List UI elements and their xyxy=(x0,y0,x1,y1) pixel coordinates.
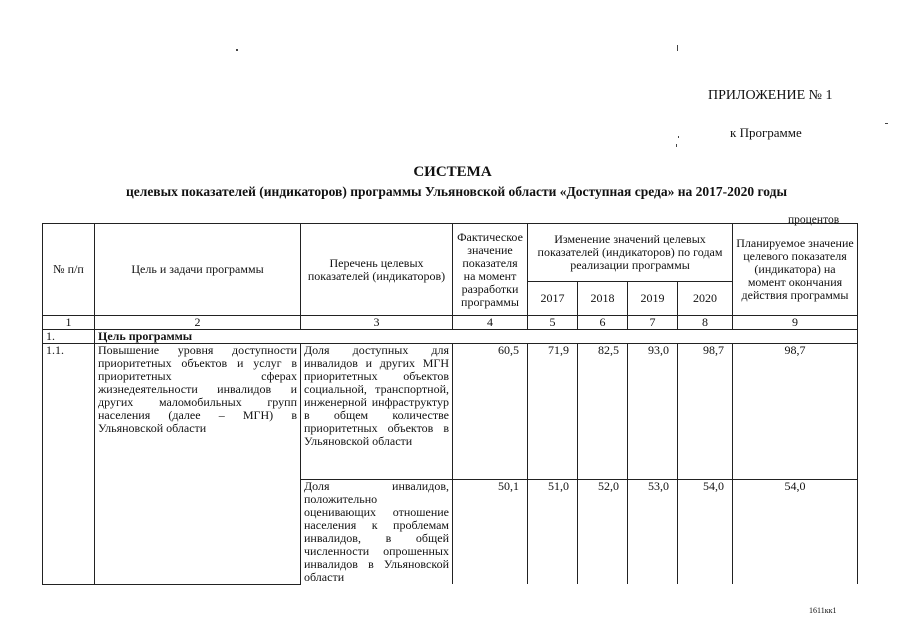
header-change: Изменение значений целевых показателей (индикаторов) по годам реализации программы xyxy=(528,224,733,282)
header-num: № п/п xyxy=(43,224,95,316)
header-year-2020: 2020 xyxy=(678,282,733,316)
indicator-2019: 53,0 xyxy=(628,480,678,585)
document-title: СИСТЕМА xyxy=(413,164,492,180)
indicator-2018: 82,5 xyxy=(578,344,628,480)
indicator-2020: 98,7 xyxy=(678,344,733,480)
indicator-actual: 60,5 xyxy=(453,344,528,480)
column-number: 1 xyxy=(43,316,95,330)
indicator-2020: 54,0 xyxy=(678,480,733,585)
to-program-label: к Программе xyxy=(730,125,802,140)
column-number: 2 xyxy=(95,316,301,330)
indicator-actual: 50,1 xyxy=(453,480,528,585)
indicator-2017: 51,0 xyxy=(528,480,578,585)
scan-speck xyxy=(676,144,677,147)
column-number: 3 xyxy=(301,316,453,330)
units-label: процентов xyxy=(788,214,840,226)
footer-code: 1611кк1 xyxy=(809,606,837,615)
header-year-2019: 2019 xyxy=(628,282,678,316)
indicator-planned: 98,7 xyxy=(733,344,858,480)
row-goal: Повышение уровня доступности приоритетных объектов и услуг в приоритетных сферах жизнедеятельности инвалидов и других маломобильных групп населения (далее – МГН) в Ульяновской области xyxy=(95,344,301,585)
indicator-planned: 54,0 xyxy=(733,480,858,585)
header-indicators: Перечень целевых показателей (индикаторов) xyxy=(301,224,453,316)
header-year-2017: 2017 xyxy=(528,282,578,316)
indicator-2019: 93,0 xyxy=(628,344,678,480)
table-row xyxy=(43,344,858,480)
scan-speck xyxy=(885,123,888,124)
column-number: 6 xyxy=(578,316,628,330)
scan-speck xyxy=(677,45,678,51)
column-number: 9 xyxy=(733,316,858,330)
indicator-text: Доля доступных для инвалидов и других МГН приоритетных объектов социальной, транспортной, инженерной инфраструктур в общем количестве приоритетных объектов в Ульяновской области xyxy=(301,344,453,480)
section-row xyxy=(43,330,858,344)
header-goal: Цель и задачи программы xyxy=(95,224,301,316)
appendix-label: ПРИЛОЖЕНИЕ № 1 xyxy=(708,88,833,103)
header-year-2018: 2018 xyxy=(578,282,628,316)
column-number: 7 xyxy=(628,316,678,330)
scan-speck xyxy=(236,49,238,51)
section-num: 1. xyxy=(43,330,95,344)
row-num: 1.1. xyxy=(43,344,95,585)
indicator-2017: 71,9 xyxy=(528,344,578,480)
document-subtitle: целевых показателей (индикаторов) программы Ульяновской области «Доступная среда» на 2017-2020 годы xyxy=(125,184,788,199)
column-number-row xyxy=(43,316,858,330)
header-actual: Фактическое значение показателя на момент разработки программы xyxy=(453,224,528,316)
section-label: Цель программы xyxy=(95,330,858,344)
indicator-text: Доля инвалидов, положительно оценивающих отношение населения к проблемам инвалидов, в общей численности опрошенных инвалидов в Ульяновской области xyxy=(301,480,453,585)
column-number: 5 xyxy=(528,316,578,330)
indicators-table xyxy=(42,223,858,585)
scan-speck xyxy=(678,136,679,138)
column-number: 8 xyxy=(678,316,733,330)
indicator-2018: 52,0 xyxy=(578,480,628,585)
header-planned: Планируемое значение целевого показателя (индикатора) на момент окончания действия программы xyxy=(733,224,858,316)
column-number: 4 xyxy=(453,316,528,330)
